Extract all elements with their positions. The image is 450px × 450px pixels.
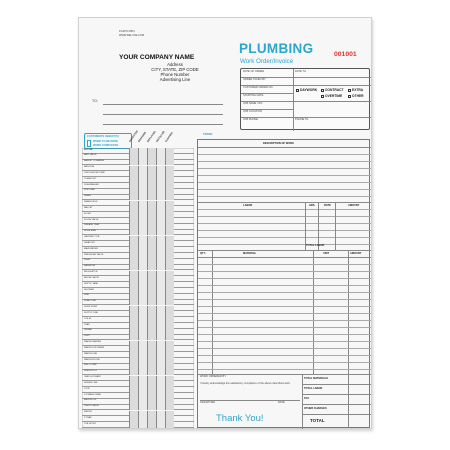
checklist-column-header: INSPECTED — [128, 130, 139, 143]
checklist-item-label: CHECK VALVE — [84, 405, 99, 408]
checklist-item-label: BALL VALVE — [84, 154, 97, 157]
checklist-item-label: AIR GAP — [84, 148, 93, 151]
contract-option[interactable]: CONTRACT — [321, 88, 344, 92]
to-label: TO: — [92, 99, 98, 103]
signature-label: SIGNATURE — [200, 401, 215, 404]
checklist-item-label: TRAP — [84, 323, 90, 326]
customer-order-no-label: CUSTOMER ORDER NO. — [243, 86, 274, 89]
checklist-item-label: DRAIN — [84, 195, 91, 198]
grand-total-label: TOTAL — [310, 418, 325, 423]
overtime-option[interactable]: OVERTIME — [321, 94, 342, 98]
checklist-item-label: WATER LINE — [84, 352, 98, 355]
checklist-item-label: RADIATOR — [84, 265, 96, 268]
checklist-cell[interactable] — [147, 422, 156, 428]
checklist-item-label: DISPOSAL — [84, 189, 95, 192]
checklist-item-label: SOAP DISH — [84, 300, 96, 303]
company-name: YOUR COMPANY NAME — [119, 54, 195, 61]
checklist-item-label: GREASE TRAP — [84, 224, 100, 227]
daywork-checkbox[interactable] — [296, 89, 299, 92]
amount-header: AMOUNT — [348, 204, 360, 207]
terms-label: TERMS: — [203, 133, 213, 136]
checklist-column-headers — [129, 128, 199, 150]
checklist-column-header: REPAIRED — [137, 131, 147, 143]
work-order-form — [78, 17, 372, 429]
checklist-item-label: RELIEF VALVE — [84, 276, 99, 279]
checklist-item-label: DRAIN FIELD — [84, 201, 98, 204]
checklist-item-label: FAUCET — [84, 206, 93, 209]
advertising-line: Advertising Line — [159, 77, 191, 82]
checklist-cell[interactable] — [138, 422, 147, 428]
phone-number: Phone Number — [160, 72, 190, 77]
checklist-item-label: BATHTUB — [84, 166, 95, 169]
checklist-item-label: WHIRLPOOL — [84, 370, 98, 373]
checklist-item-label: LAVATORY — [84, 241, 96, 244]
legend-box — [84, 133, 132, 149]
checklist-item-label: TUB SPOUT — [84, 422, 97, 425]
checklist-item-label: WELL PUMP — [84, 364, 97, 367]
labor-header: LABOR — [243, 204, 253, 207]
checklist-item-label: DISHWASHER — [84, 183, 99, 186]
total-labor-row: TOTAL LABOR — [306, 244, 325, 247]
checklist-item-label: LAUNDRY TUB — [84, 236, 100, 239]
checklist-item-label: SEPTIC TANK — [84, 282, 99, 285]
unit-header: UNIT — [323, 252, 330, 255]
rate-header: RATE — [324, 204, 331, 207]
material-header: MATERIAL — [243, 252, 257, 255]
checklist-item-label: VENT — [84, 335, 90, 338]
total-labor-label: TOTAL LABOR — [304, 387, 323, 390]
form-website: WWW.DELUXE.COM — [119, 34, 145, 37]
checklist-item-label: YARD HYDRANT — [84, 376, 102, 379]
order-info-box — [240, 68, 370, 130]
form-code: PL4070 MB.3 — [119, 30, 135, 33]
legend-work-to-be-done: WORK TO BE DONE — [93, 140, 119, 143]
checklist-item-label: FLUSH VALVE — [84, 218, 99, 221]
checklist-item-label: WATER SOFTENER — [84, 346, 105, 349]
total-materials-label: TOTAL MATERIALS — [304, 377, 329, 380]
checklist-item-label: REGULATOR — [84, 271, 98, 274]
acknowledgement-text: I hereby acknowledge the satisfactory completion of the above described work. — [200, 382, 291, 385]
date-label: DATE — [278, 401, 285, 404]
date-til-label: DATE TIL — [295, 70, 307, 73]
hrs-header: HRS. — [309, 204, 316, 207]
qty-header: QTY. — [200, 252, 206, 255]
checklist-item-label: HOSE BIBB — [84, 230, 96, 233]
checklist-item-label: SUPPLY LINE — [84, 311, 98, 314]
other-charges-label: OTHER CHARGES — [304, 407, 327, 410]
extra-checkbox[interactable] — [348, 89, 351, 92]
checklist-item-label: CLEAN OUT — [84, 177, 97, 180]
order-taken-by-label: ORDER TAKEN BY — [243, 78, 266, 81]
checklist-item-label: FLOAT — [84, 212, 91, 215]
date-of-order-label: DATE OF ORDER — [243, 70, 265, 73]
checklist-item-label: URINAL — [84, 329, 93, 332]
checklist-item-label: PRESSURE VALVE — [84, 253, 104, 256]
checklist-item-label: WATER HEATER — [84, 341, 101, 344]
checklist-item-label: SEWER LINE — [84, 381, 98, 384]
checklist-item-label: P TRAP — [84, 416, 92, 419]
checklist-item-label: BASKET STRAINER — [84, 160, 105, 163]
checklist-row — [82, 422, 194, 428]
checklist-item-label: METER — [84, 411, 92, 414]
legend-work-completed: WORK COMPLETED — [93, 144, 119, 147]
overtime-checkbox[interactable] — [321, 95, 324, 98]
phone-til-label: PHONE TIL — [295, 118, 309, 121]
checklist-column-header: INSTALLED — [155, 130, 166, 143]
brand-subtitle: Work Order/Invoice — [240, 58, 294, 65]
work-ordered-by-label: WORK ORDERED BY — [200, 375, 226, 378]
checklist-column-header: CLEANED — [164, 131, 174, 143]
checklist-item-label: PUMP — [84, 259, 91, 262]
job-location-label: JOB LOCATION — [243, 110, 262, 113]
job-phone-label: JOB PHONE — [243, 118, 258, 121]
checklist-item-label: MAIN WATER — [84, 247, 98, 250]
legend-customer-objects: CUSTOMER'S OBJECT(S) — [87, 135, 119, 138]
checklist-item-label: STOP — [84, 387, 90, 390]
checklist-item-label: CIRCULATOR PUMP — [84, 171, 105, 174]
checklist-item-label: STORAGE TANK — [84, 393, 101, 396]
contract-checkbox[interactable] — [321, 89, 324, 92]
description-of-work-header: DESCRIPTION OF WORK — [263, 142, 294, 145]
material-amount-header: AMOUNT — [350, 252, 362, 255]
checklist-cell[interactable] — [156, 422, 165, 428]
other-option[interactable]: OTHER — [348, 94, 364, 98]
checklist-item-label: BACKFLOW — [84, 399, 97, 402]
checklist-item-label: SHOWER — [84, 288, 94, 291]
checklist-cell[interactable] — [165, 422, 174, 428]
job-name-label: JOB NAME / NO. — [243, 102, 264, 105]
legend-symbol — [87, 140, 91, 147]
description-panel — [197, 139, 370, 428]
tax-label: TAX — [304, 397, 309, 400]
other-checkbox[interactable] — [348, 95, 351, 98]
daywork-option[interactable]: DAYWORK — [296, 88, 317, 92]
checklist-item-label: WATER FILTER — [84, 358, 100, 361]
starting-date-label: STARTING DATE — [243, 94, 264, 97]
checklist-column-header: REPLACED — [146, 130, 157, 143]
checklist-item-label: SUMP PUMP — [84, 306, 98, 309]
thank-you-text: Thank You! — [216, 413, 264, 424]
checklist-item-label: TOILET — [84, 317, 92, 320]
checklist-cell[interactable] — [129, 422, 138, 428]
checklist-item-label: SINK — [84, 294, 90, 297]
form-number: 001001 — [334, 51, 357, 58]
address-line: Address — [167, 62, 183, 67]
brand-title: PLUMBING — [239, 41, 314, 56]
city-state-zip: CITY, STATE, ZIP CODE — [151, 67, 199, 72]
extra-option[interactable]: EXTRA — [348, 88, 363, 92]
checklist — [82, 148, 194, 428]
